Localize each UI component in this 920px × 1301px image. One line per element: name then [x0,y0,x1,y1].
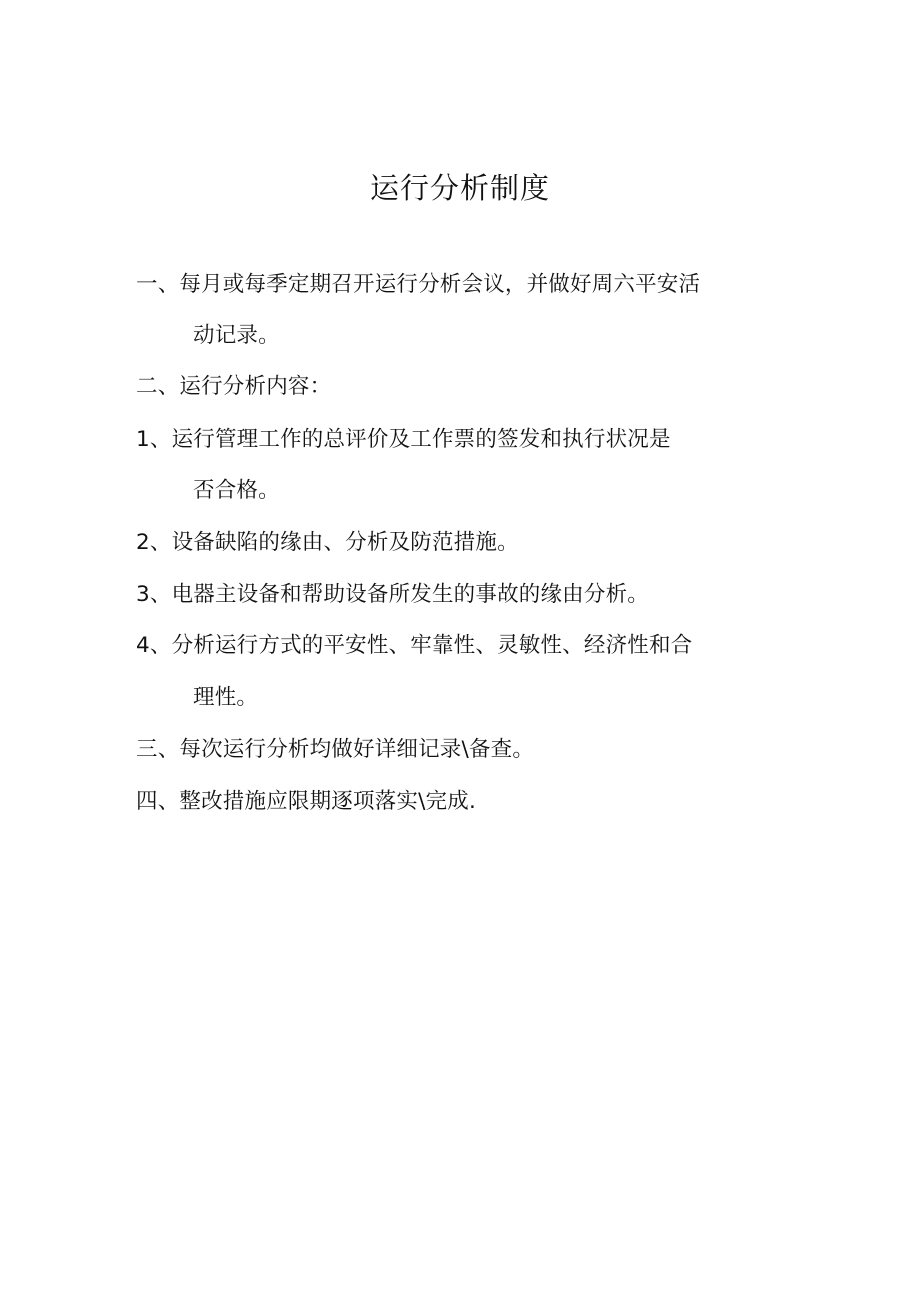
item-2: 2、设备缺陷的缘由、分析及防范措施。 [136,530,519,555]
item-4-line-2: 理性。 [193,685,259,710]
paragraph-2-heading: 二、运行分析内容： [136,374,332,399]
item-3: 3、电器主设备和帮助设备所发生的事故的缘由分析。 [136,582,649,607]
item-1-line-2: 否合格。 [193,478,280,503]
item-1-line-1: 1、运行管理工作的总评价及工作票的签发和执行状况是 [136,427,671,452]
paragraph-4: 四、整改措施应限期逐项落实\完成. [136,789,476,814]
paragraph-3: 三、每次运行分析均做好详细记录\备查。 [136,737,535,762]
document-title: 运行分析制度 [369,171,550,205]
paragraph-1-line-2: 动记录。 [193,323,280,348]
item-4-line-1: 4、分析运行方式的平安性、牢靠性、灵敏性、经济性和合 [136,633,693,658]
paragraph-1-line-1: 一、每月或每季定期召开运行分析会议，并做好周六平安活 [136,272,701,297]
